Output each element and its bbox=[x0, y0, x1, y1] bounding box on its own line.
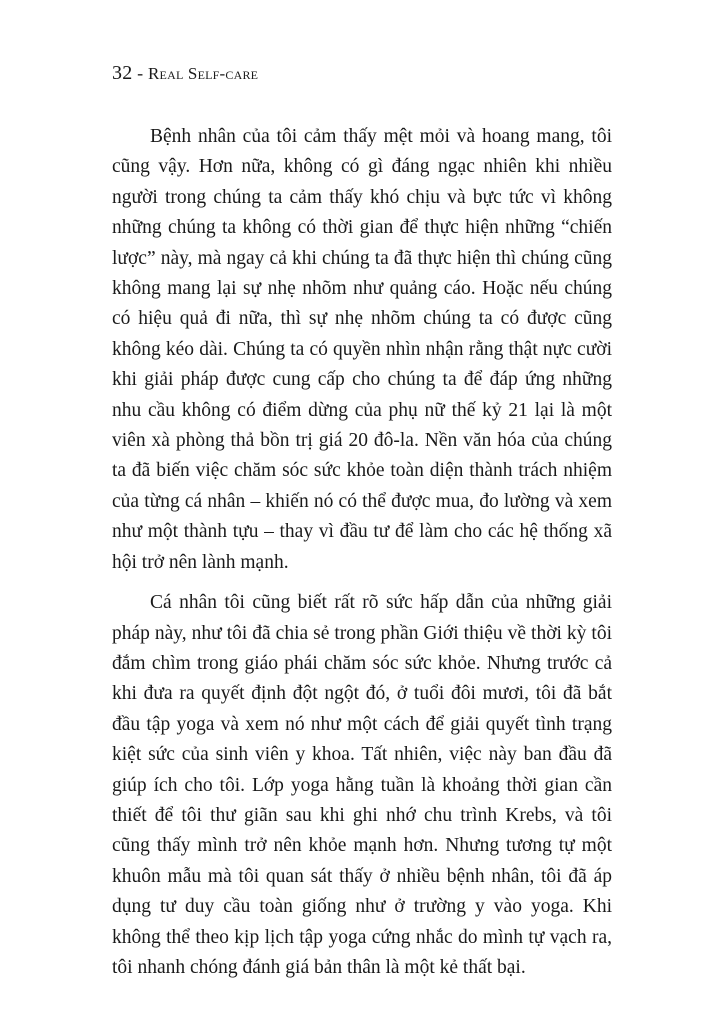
body-text bbox=[112, 122, 612, 983]
paragraph-1: Bệnh nhân của tôi cảm thấy mệt mỏi và hoang mang, tôi cũng vậy. Hơn nữa, không có gì đáng ngạc nhiên khi nhiều người trong chúng ta cảm thấy khó chịu và bực tức vì không những chúng ta không có thời gian để thực hiện những “chiến lược” này, mà ngay cả khi chúng ta đã thực hiện thì chúng cũng không mang lại sự nhẹ nhõm như quảng cáo. Hoặc nếu chúng có hiệu quả đi nữa, thì sự nhẹ nhõm chúng ta có được cũng không kéo dài. Chúng ta có quyền nhìn nhận rằng thật nực cười khi giải pháp được cung cấp cho chúng ta để đáp ứng những nhu cầu không có điểm dừng của phụ nữ thế kỷ 21 lại là một viên xà phòng thả bồn trị giá 20 đô-la. Nền văn hóa của chúng ta đã biến việc chăm sóc sức khỏe toàn diện thành trách nhiệm của từng cá nhân – khiến nó có thể được mua, đo lường và xem như một thành tựu – thay vì đầu tư để làm cho các hệ thống xã hội trở nên lành mạnh. bbox=[112, 126, 612, 573]
header-separator: - bbox=[132, 63, 149, 83]
paragraph-2: Cá nhân tôi cũng biết rất rõ sức hấp dẫn của những giải pháp này, như tôi đã chia sẻ trong phần Giới thiệu về thời kỳ tôi đắm chìm trong giáo phái chăm sóc sức khỏe. Nhưng trước cả khi đưa ra quyết định đột ngột đó, ở tuổi đôi mươi, tôi đã bắt đầu tập yoga và xem nó như một cách để giải quyết tình trạng kiệt sức của sinh viên y khoa. Tất nhiên, việc này ban đầu đã giúp ích cho tôi. Lớp yoga hằng tuần là khoảng thời gian cần thiết để tôi thư giãn sau khi ghi nhớ chu trình Krebs, và tôi cũng thấy mình trở nên khỏe mạnh hơn. Nhưng tương tự một khuôn mẫu mà tôi quan sát thấy ở nhiều bệnh nhân, tôi đã áp dụng tư duy cầu toàn giống như ở trường y vào yoga. Khi không thể theo kịp lịch tập yoga cứng nhắc do mình tự vạch ra, tôi nhanh chóng đánh giá bản thân là một kẻ thất bại. bbox=[112, 592, 612, 978]
page-number: 32 bbox=[112, 62, 133, 84]
book-title: Real Self-care bbox=[148, 64, 259, 83]
running-header bbox=[112, 62, 258, 85]
